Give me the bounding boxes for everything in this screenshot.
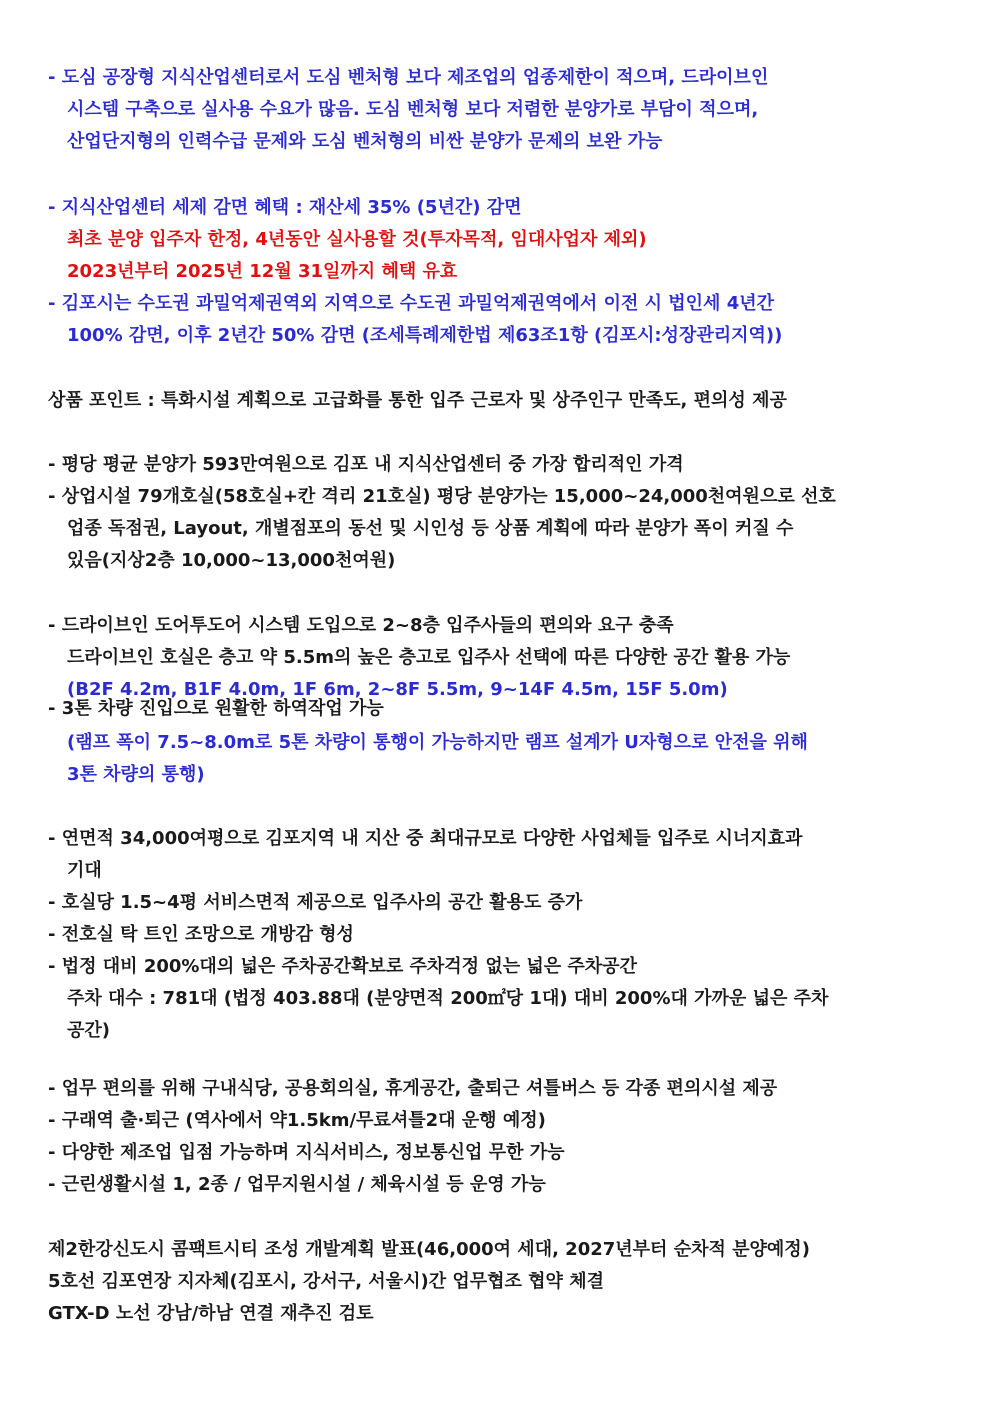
pricing-line-4: 있음(지상2층 10,000~13,000천여원) xyxy=(67,550,396,571)
tax-benefit-period: 2023년부터 2025년 12월 31일까지 혜택 유효 xyxy=(67,261,458,282)
corporate-tax-line-1: - 김포시는 수도권 과밀억제권역외 지역으로 수도권 과밀억제권역에서 이전 시 법인세 4년간 xyxy=(48,293,775,314)
development-line-3: GTX-D 노선 강남/하남 연결 재추진 검토 xyxy=(48,1303,374,1324)
floor-heights-note: (B2F 4.2m, B1F 4.0m, 1F 6m, 2~8F 5.5m, 9~14F 4.5m, 15F 5.0m) xyxy=(67,679,728,700)
pricing-line-2: - 상업시설 79개호실(58호실+칸 격리 21호실) 평당 분양가는 15,000~24,000천여원으로 선호 xyxy=(48,486,836,507)
service-area-line: - 호실당 1.5~4평 서비스면적 제공으로 입주사의 공간 활용도 증가 xyxy=(48,892,583,913)
amenities-line-2: - 구래역 출·퇴근 (역사에서 약1.5km/무료셔틀2대 운행 예정) xyxy=(48,1110,546,1131)
amenities-line-4: - 근린생활시설 1, 2종 / 업무지원시설 / 체육시설 등 운영 가능 xyxy=(48,1174,546,1195)
urban-factory-line-2: 시스템 구축으로 실사용 수요가 많음. 도심 벤처형 보다 저렴한 분양가로 부담이 적으며, xyxy=(67,99,759,120)
urban-factory-line-1: - 도심 공장형 지식산업센터로서 도심 벤처형 보다 제조업의 업종제한이 적으며, 드라이브인 xyxy=(48,67,769,88)
pricing-line-3: 업종 독점권, Layout, 개별점포의 동선 및 시인성 등 상품 계획에 따라 분양가 폭이 커질 수 xyxy=(67,518,794,539)
parking-line-3: 공간) xyxy=(67,1020,111,1041)
ramp-note-line-1: (램프 폭이 7.5~8.0m로 5톤 차량이 통행이 가능하지만 램프 설계가 U자형으로 안전을 위해 xyxy=(67,732,808,753)
development-line-2: 5호선 김포연장 지자체(김포시, 강서구, 서울시)간 업무협조 협약 체결 xyxy=(48,1271,604,1292)
truck-access-line: - 3톤 차량 진입으로 원활한 하역작업 가능 xyxy=(48,698,384,719)
parking-line-2: 주차 대수 : 781대 (법정 403.88대 (분양면적 200㎡당 1대) 대비 200%대 가까운 넓은 주차 xyxy=(67,988,829,1009)
drive-in-line-2: 드라이브인 호실은 층고 약 5.5m의 높은 층고로 입주사 선택에 따른 다양한 공간 활용 가능 xyxy=(67,647,791,668)
tax-benefit-line-1: - 지식산업센터 세제 감면 혜택 : 재산세 35% (5년간) 감면 xyxy=(48,197,522,218)
amenities-line-1: - 업무 편의를 위해 구내식당, 공용회의실, 휴게공간, 출퇴근 셔틀버스 등 각종 편의시설 제공 xyxy=(48,1078,778,1099)
view-line: - 전호실 탁 트인 조망으로 개방감 형성 xyxy=(48,924,354,945)
tax-benefit-condition: 최초 분양 입주자 한정, 4년동안 실사용할 것(투자목적, 임대사업자 제외) xyxy=(67,229,647,250)
pricing-line-1: - 평당 평균 분양가 593만여원으로 김포 내 지식산업센터 중 가장 합리적인 가격 xyxy=(48,454,684,475)
floor-area-line-2: 기대 xyxy=(67,860,102,881)
parking-line-1: - 법정 대비 200%대의 넓은 주차공간확보로 주차걱정 없는 넓은 주차공간 xyxy=(48,956,637,977)
amenities-line-3: - 다양한 제조업 입점 가능하며 지식서비스, 정보통신업 무한 가능 xyxy=(48,1142,565,1163)
floor-area-line-1: - 연면적 34,000여평으로 김포지역 내 지산 중 최대규모로 다양한 사업체들 입주로 시너지효과 xyxy=(48,828,803,849)
drive-in-line-1: - 드라이브인 도어투도어 시스템 도입으로 2~8층 입주사들의 편의와 요구 충족 xyxy=(48,615,674,636)
corporate-tax-line-2: 100% 감면, 이후 2년간 50% 감면 (조세특례제한법 제63조1항 (김포시:성장관리지역)) xyxy=(67,325,783,346)
urban-factory-line-3: 산업단지형의 인력수급 문제와 도심 벤처형의 비싼 분양가 문제의 보완 가능 xyxy=(67,131,663,152)
development-line-1: 제2한강신도시 콤팩트시티 조성 개발계획 발표(46,000여 세대, 2027년부터 순차적 분양예정) xyxy=(48,1239,810,1260)
ramp-note-line-2: 3톤 차량의 통행) xyxy=(67,764,205,785)
product-point-heading: 상품 포인트 : 특화시설 계획으로 고급화를 통한 입주 근로자 및 상주인구 만족도, 편의성 제공 xyxy=(48,390,787,411)
